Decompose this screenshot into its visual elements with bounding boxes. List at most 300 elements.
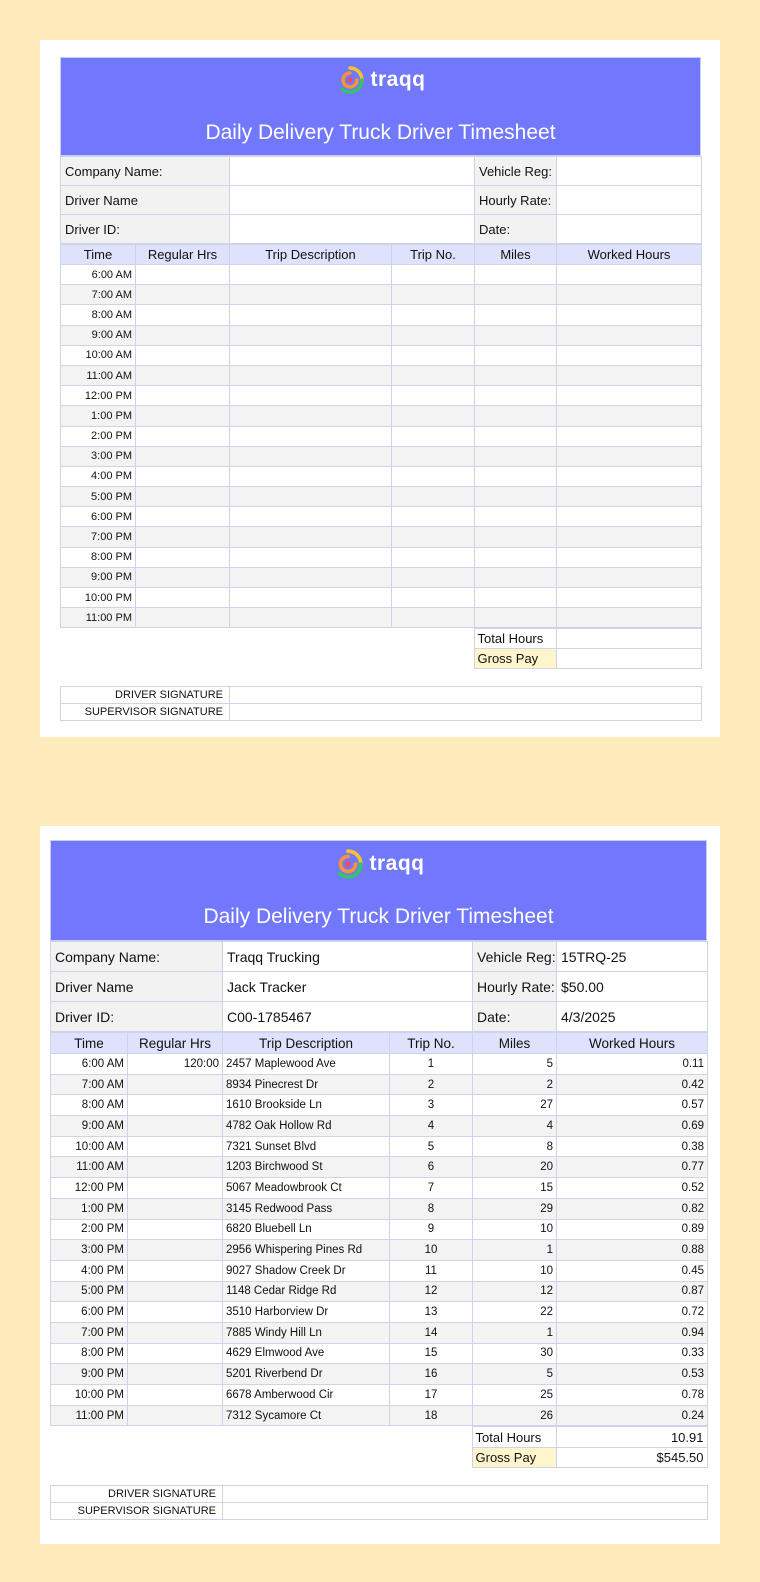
trip-description-cell[interactable] [230,325,392,345]
trip-description-cell[interactable] [230,345,392,365]
table-row [61,527,702,547]
regular-hrs-cell[interactable] [128,1074,223,1095]
worked-hours-cell[interactable] [557,527,702,547]
regular-hrs-cell[interactable] [128,1385,223,1406]
regular-hrs-cell[interactable] [128,1136,223,1157]
table-row [51,1136,708,1157]
table-row [51,1405,708,1426]
hourly-rate-field[interactable] [557,186,702,215]
miles-cell[interactable] [475,365,557,385]
regular-hrs-cell[interactable] [136,406,230,426]
regular-hrs-cell[interactable] [136,466,230,486]
miles-cell[interactable]: 15 [473,1178,557,1199]
trip-no-cell[interactable]: 1 [390,1054,473,1075]
trip-no-cell[interactable] [392,487,475,507]
time-cell: 12:00 PM [51,1178,128,1199]
trip-description-cell[interactable]: 6820 Bluebell Ln [223,1219,390,1240]
miles-cell[interactable] [475,285,557,305]
page-title: Daily Delivery Truck Driver Timesheet [205,121,556,144]
driver-name-label: Driver Name [51,972,223,1002]
worked-hours-cell[interactable]: 0.38 [557,1136,708,1157]
miles-cell[interactable]: 8 [473,1136,557,1157]
worked-hours-cell[interactable]: 0.57 [557,1095,708,1116]
trip-description-cell[interactable]: 6678 Amberwood Cir [223,1385,390,1406]
table-row [51,1219,708,1240]
time-cell: 3:00 PM [61,446,136,466]
regular-hrs-cell[interactable] [136,487,230,507]
trip-description-cell[interactable] [230,588,392,608]
trip-no-cell[interactable]: 6 [390,1157,473,1178]
time-cell: 11:00 AM [51,1157,128,1178]
column-header: Trip Description [230,245,392,265]
worked-hours-cell[interactable] [557,547,702,567]
table-row [51,1095,708,1116]
time-cell: 9:00 AM [51,1116,128,1137]
table-row [51,1054,708,1075]
time-cell: 9:00 AM [61,325,136,345]
supervisor-signature-field[interactable] [223,1503,708,1520]
regular-hrs-cell[interactable] [128,1405,223,1426]
table-row [61,466,702,486]
trip-description-cell[interactable]: 3145 Redwood Pass [223,1198,390,1219]
trip-no-cell[interactable] [392,285,475,305]
trip-description-cell[interactable] [230,567,392,587]
miles-cell[interactable] [475,608,557,628]
table-row [51,1260,708,1281]
miles-cell[interactable]: 5 [473,1054,557,1075]
worked-hours-cell[interactable]: 0.78 [557,1385,708,1406]
time-cell: 11:00 AM [61,365,136,385]
miles-cell[interactable]: 4 [473,1116,557,1137]
miles-cell[interactable]: 5 [473,1364,557,1385]
time-cell: 6:00 AM [51,1054,128,1075]
miles-cell[interactable] [475,567,557,587]
trip-description-cell[interactable] [230,386,392,406]
regular-hrs-cell[interactable] [128,1281,223,1302]
time-cell: 7:00 PM [51,1322,128,1343]
time-cell: 2:00 PM [61,426,136,446]
worked-hours-cell[interactable] [557,446,702,466]
driver-signature-field[interactable] [223,1486,708,1503]
hourly-rate-label: Hourly Rate: [475,186,557,215]
time-cell: 8:00 PM [61,547,136,567]
worked-hours-cell[interactable]: 0.24 [557,1405,708,1426]
gross-pay-value[interactable] [556,649,701,669]
trip-no-cell[interactable] [392,588,475,608]
miles-cell[interactable] [475,345,557,365]
trip-description-cell[interactable]: 8934 Pinecrest Dr [223,1074,390,1095]
trip-description-cell[interactable]: 3510 Harborview Dr [223,1302,390,1323]
trip-no-cell[interactable] [392,325,475,345]
column-header: Miles [473,1033,557,1054]
table-row [51,1322,708,1343]
trip-no-cell[interactable] [392,446,475,466]
vehicle-reg-label: Vehicle Reg: [475,157,557,186]
table-row [51,1198,708,1219]
trip-no-cell[interactable]: 5 [390,1136,473,1157]
driver-signature-field[interactable] [230,687,702,704]
worked-hours-cell[interactable]: 0.53 [557,1364,708,1385]
time-cell: 3:00 PM [51,1240,128,1261]
worked-hours-cell[interactable] [557,487,702,507]
trip-description-cell[interactable] [230,305,392,325]
table-row [61,345,702,365]
trip-no-cell[interactable] [392,527,475,547]
time-cell: 10:00 AM [51,1136,128,1157]
time-cell: 9:00 PM [51,1364,128,1385]
table-row [51,1281,708,1302]
worked-hours-cell[interactable]: 0.11 [557,1054,708,1075]
driver-info-table [50,941,708,1032]
time-cell: 11:00 PM [51,1405,128,1426]
trip-description-cell[interactable]: 1610 Brookside Ln [223,1095,390,1116]
trip-description-cell[interactable] [230,426,392,446]
time-cell: 8:00 PM [51,1343,128,1364]
miles-cell[interactable] [475,507,557,527]
trip-description-cell[interactable]: 7885 Windy Hill Ln [223,1322,390,1343]
time-cell: 6:00 PM [51,1302,128,1323]
trip-no-cell[interactable] [392,567,475,587]
trip-no-cell[interactable] [392,265,475,285]
traqq-logo-icon [336,66,364,94]
table-row [61,285,702,305]
regular-hrs-cell[interactable] [136,588,230,608]
trip-description-cell[interactable]: 2956 Whispering Pines Rd [223,1240,390,1261]
trip-no-cell[interactable]: 12 [390,1281,473,1302]
miles-cell[interactable]: 1 [473,1240,557,1261]
column-header: Regular Hrs [128,1033,223,1054]
supervisor-signature-field[interactable] [230,704,702,721]
regular-hrs-cell[interactable] [136,567,230,587]
worked-hours-cell[interactable] [557,426,702,446]
trip-no-cell[interactable]: 14 [390,1322,473,1343]
regular-hrs-cell[interactable] [136,345,230,365]
miles-cell[interactable] [475,305,557,325]
miles-cell[interactable]: 22 [473,1302,557,1323]
time-cell: 8:00 AM [51,1095,128,1116]
time-cell: 1:00 PM [51,1198,128,1219]
driver-id-field[interactable] [230,215,475,244]
miles-cell[interactable]: 2 [473,1074,557,1095]
trip-description-cell[interactable]: 1203 Birchwood St [223,1157,390,1178]
trip-no-cell[interactable] [392,507,475,527]
total-hours-value[interactable] [556,629,701,649]
regular-hrs-cell[interactable] [128,1322,223,1343]
trip-no-cell[interactable]: 15 [390,1343,473,1364]
time-cell: 1:00 PM [61,406,136,426]
column-header: Worked Hours [557,1033,708,1054]
table-row [51,1178,708,1199]
trip-description-cell[interactable] [230,487,392,507]
miles-cell[interactable]: 25 [473,1385,557,1406]
table-row [61,365,702,385]
driver-id-label: Driver ID: [51,1002,223,1032]
table-row [61,446,702,466]
regular-hrs-cell[interactable] [128,1343,223,1364]
regular-hrs-cell[interactable] [128,1240,223,1261]
trip-no-cell[interactable] [392,466,475,486]
worked-hours-cell[interactable] [557,365,702,385]
trip-no-cell[interactable]: 18 [390,1405,473,1426]
miles-cell[interactable] [475,588,557,608]
driver-name-field[interactable] [230,186,475,215]
column-header: Miles [475,245,557,265]
trip-no-cell[interactable] [392,547,475,567]
date-field[interactable] [557,215,702,244]
regular-hrs-cell[interactable] [136,325,230,345]
trip-description-cell[interactable] [230,547,392,567]
regular-hrs-cell[interactable] [136,527,230,547]
table-row [61,426,702,446]
trip-description-cell[interactable]: 5067 Meadowbrook Ct [223,1178,390,1199]
time-cell: 5:00 PM [51,1281,128,1302]
table-row [51,1385,708,1406]
miles-cell[interactable]: 29 [473,1198,557,1219]
regular-hrs-cell[interactable] [128,1219,223,1240]
logo-text: traqq [369,852,425,875]
header-banner [60,57,701,156]
hourly-rate-field[interactable]: $50.00 [557,972,708,1002]
worked-hours-cell[interactable]: 0.52 [557,1178,708,1199]
worked-hours-cell[interactable]: 0.88 [557,1240,708,1261]
regular-hrs-cell[interactable] [128,1116,223,1137]
driver-id-label: Driver ID: [61,215,230,244]
miles-cell[interactable] [475,487,557,507]
trip-description-cell[interactable]: 7312 Sycamore Ct [223,1405,390,1426]
gross-pay-label: Gross Pay [474,649,556,669]
trip-no-cell[interactable]: 16 [390,1364,473,1385]
regular-hrs-cell[interactable] [136,608,230,628]
trip-description-cell[interactable] [230,608,392,628]
vehicle-reg-field[interactable]: 15TRQ-25 [557,942,708,972]
miles-cell[interactable]: 10 [473,1219,557,1240]
table-row [61,265,702,285]
driver-id-field[interactable]: C00-1785467 [223,1002,473,1032]
regular-hrs-cell[interactable] [136,446,230,466]
trip-no-cell[interactable]: 11 [390,1260,473,1281]
total-hours-value[interactable]: 10.91 [556,1427,707,1448]
vehicle-reg-field[interactable] [557,157,702,186]
worked-hours-cell[interactable]: 0.82 [557,1198,708,1219]
worked-hours-cell[interactable] [557,265,702,285]
worked-hours-cell[interactable] [557,567,702,587]
traqq-logo-icon [333,849,363,879]
company-name-label: Company Name: [61,157,230,186]
miles-cell[interactable]: 20 [473,1157,557,1178]
regular-hrs-cell[interactable] [136,386,230,406]
time-cell: 12:00 PM [61,386,136,406]
worked-hours-cell[interactable]: 0.77 [557,1157,708,1178]
trip-no-cell[interactable]: 9 [390,1219,473,1240]
regular-hrs-cell[interactable] [136,365,230,385]
time-cell: 10:00 PM [51,1385,128,1406]
company-name-field[interactable]: Traqq Trucking [223,942,473,972]
logo-text: traqq [370,68,426,91]
trip-no-cell[interactable]: 4 [390,1116,473,1137]
driver-signature-label: DRIVER SIGNATURE [61,687,230,704]
trip-description-cell[interactable] [230,527,392,547]
time-cell: 6:00 PM [61,507,136,527]
trip-no-cell[interactable] [392,426,475,446]
trip-description-cell[interactable] [230,406,392,426]
regular-hrs-cell[interactable] [128,1178,223,1199]
time-cell: 6:00 AM [61,265,136,285]
miles-cell[interactable]: 10 [473,1260,557,1281]
company-name-field[interactable] [230,157,475,186]
total-hours-label: Total Hours [474,629,556,649]
worked-hours-cell[interactable]: 0.87 [557,1281,708,1302]
miles-cell[interactable]: 30 [473,1343,557,1364]
regular-hrs-cell[interactable] [128,1364,223,1385]
worked-hours-cell[interactable]: 0.72 [557,1302,708,1323]
worked-hours-cell[interactable] [557,325,702,345]
header-banner [50,840,707,941]
date-field[interactable]: 4/3/2025 [557,1002,708,1032]
trip-description-cell[interactable] [230,446,392,466]
date-label: Date: [473,1002,557,1032]
column-header: Worked Hours [557,245,702,265]
regular-hrs-cell[interactable] [128,1157,223,1178]
worked-hours-cell[interactable]: 0.94 [557,1322,708,1343]
gross-pay-label: Gross Pay [472,1447,556,1468]
trip-description-cell[interactable] [230,365,392,385]
trip-no-cell[interactable]: 17 [390,1385,473,1406]
table-row [51,1240,708,1261]
regular-hrs-cell[interactable]: 120:00 [128,1054,223,1075]
column-header: Trip No. [392,245,475,265]
trip-no-cell[interactable]: 3 [390,1095,473,1116]
worked-hours-cell[interactable] [557,466,702,486]
worked-hours-cell[interactable]: 0.33 [557,1343,708,1364]
hourly-rate-label: Hourly Rate: [473,972,557,1002]
signature-table [60,686,702,721]
miles-cell[interactable] [475,527,557,547]
blank-timesheet [40,40,720,737]
gross-pay-value[interactable]: $545.50 [556,1447,707,1468]
trip-description-cell[interactable]: 5201 Riverbend Dr [223,1364,390,1385]
trip-description-cell[interactable]: 1148 Cedar Ridge Rd [223,1281,390,1302]
miles-cell[interactable] [475,426,557,446]
worked-hours-cell[interactable]: 0.69 [557,1116,708,1137]
worked-hours-cell[interactable] [557,386,702,406]
worked-hours-cell[interactable] [557,608,702,628]
miles-cell[interactable] [475,446,557,466]
miles-cell[interactable]: 12 [473,1281,557,1302]
trip-description-cell[interactable]: 4629 Elmwood Ave [223,1343,390,1364]
miles-cell[interactable] [475,466,557,486]
table-row [61,487,702,507]
table-row [51,1364,708,1385]
regular-hrs-cell[interactable] [128,1260,223,1281]
worked-hours-cell[interactable] [557,285,702,305]
table-row [51,1074,708,1095]
miles-cell[interactable] [475,547,557,567]
trip-no-cell[interactable] [392,608,475,628]
table-row [51,1343,708,1364]
driver-name-field[interactable]: Jack Tracker [223,972,473,1002]
regular-hrs-cell[interactable] [136,285,230,305]
table-row [61,507,702,527]
miles-cell[interactable] [475,386,557,406]
miles-cell[interactable]: 27 [473,1095,557,1116]
regular-hrs-cell[interactable] [136,305,230,325]
trip-description-cell[interactable]: 9027 Shadow Creek Dr [223,1260,390,1281]
trip-no-cell[interactable] [392,305,475,325]
worked-hours-cell[interactable] [557,588,702,608]
table-row [61,567,702,587]
trip-description-cell[interactable] [230,265,392,285]
column-header: Regular Hrs [136,245,230,265]
regular-hrs-cell[interactable] [136,507,230,527]
miles-cell[interactable]: 26 [473,1405,557,1426]
miles-cell[interactable] [475,406,557,426]
trip-description-cell[interactable] [230,466,392,486]
company-name-label: Company Name: [51,942,223,972]
regular-hrs-cell[interactable] [136,426,230,446]
trip-description-cell[interactable]: 7321 Sunset Blvd [223,1136,390,1157]
column-header: Trip No. [390,1033,473,1054]
trip-no-cell[interactable]: 10 [390,1240,473,1261]
time-cell: 8:00 AM [61,305,136,325]
worked-hours-cell[interactable]: 0.42 [557,1074,708,1095]
trip-no-cell[interactable]: 13 [390,1302,473,1323]
trip-description-cell[interactable]: 2457 Maplewood Ave [223,1054,390,1075]
table-row [61,386,702,406]
table-row [61,325,702,345]
driver-signature-label: DRIVER SIGNATURE [51,1486,223,1503]
worked-hours-cell[interactable]: 0.89 [557,1219,708,1240]
trip-no-cell[interactable]: 8 [390,1198,473,1219]
trip-no-cell[interactable] [392,406,475,426]
miles-cell[interactable] [475,325,557,345]
trip-no-cell[interactable]: 2 [390,1074,473,1095]
worked-hours-cell[interactable]: 0.45 [557,1260,708,1281]
time-cell: 9:00 PM [61,567,136,587]
trip-no-cell[interactable]: 7 [390,1178,473,1199]
time-cell: 4:00 PM [51,1260,128,1281]
traqq-logo [336,66,426,94]
trip-description-cell[interactable] [230,285,392,305]
regular-hrs-cell[interactable] [128,1095,223,1116]
worked-hours-cell[interactable] [557,305,702,325]
column-header: Trip Description [223,1033,390,1054]
worked-hours-cell[interactable] [557,406,702,426]
time-cell: 7:00 AM [51,1074,128,1095]
page-title: Daily Delivery Truck Driver Timesheet [203,905,554,928]
worked-hours-cell[interactable] [557,345,702,365]
regular-hrs-cell[interactable] [128,1198,223,1219]
table-row [61,305,702,325]
worked-hours-cell[interactable] [557,507,702,527]
time-cell: 4:00 PM [61,466,136,486]
regular-hrs-cell[interactable] [136,547,230,567]
time-cell: 10:00 AM [61,345,136,365]
table-row [61,547,702,567]
time-cell: 5:00 PM [61,487,136,507]
filled-timesheet [40,826,720,1544]
timesheet-grid [50,1032,708,1426]
totals-table [60,628,702,669]
trip-description-cell[interactable] [230,507,392,527]
trip-no-cell[interactable] [392,365,475,385]
trip-no-cell[interactable] [392,386,475,406]
miles-cell[interactable]: 1 [473,1322,557,1343]
regular-hrs-cell[interactable] [136,265,230,285]
regular-hrs-cell[interactable] [128,1302,223,1323]
trip-no-cell[interactable] [392,345,475,365]
miles-cell[interactable] [475,265,557,285]
trip-description-cell[interactable]: 4782 Oak Hollow Rd [223,1116,390,1137]
